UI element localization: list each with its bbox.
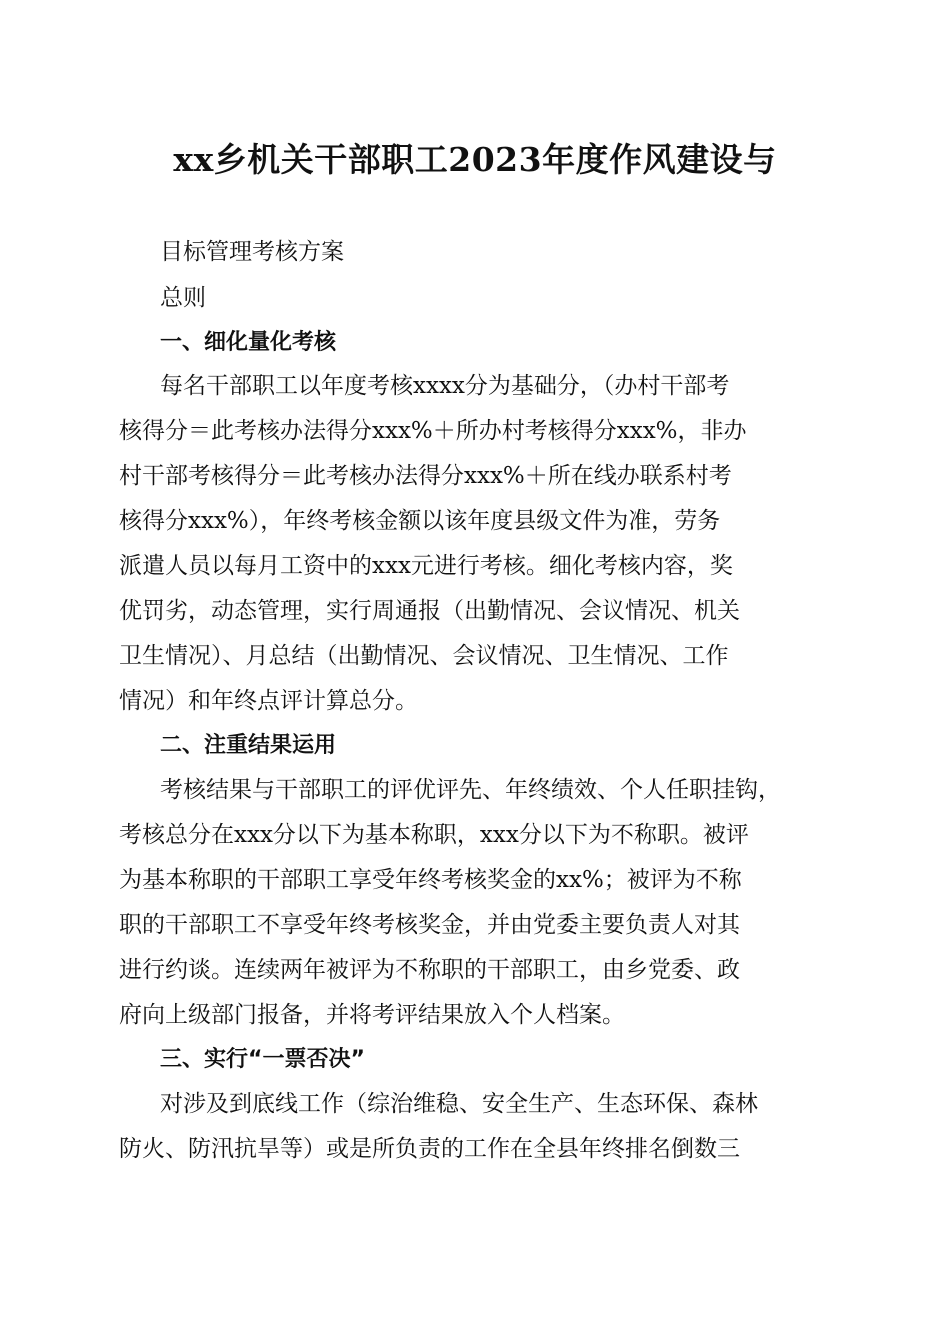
paragraph-line: 进行约谈。连续两年被评为不称职的干部职工，由乡党委、政 (119, 957, 740, 983)
paragraph-line: 情况）和年终点评计算总分。 (119, 688, 418, 714)
paragraph-line: 防火、防汛抗旱等）或是所负责的工作在全县年终排名倒数三 (119, 1136, 740, 1162)
section-1-heading: 一、细化量化考核 (160, 330, 337, 355)
document-title: xx乡机关干部职工2023年度作风建设与 (173, 140, 777, 179)
document-subtitle: 目标管理考核方案 (160, 239, 344, 265)
general-heading: 总则 (160, 285, 206, 311)
paragraph-line: 优罚劣，动态管理，实行周通报（出勤情况、会议情况、机关 (119, 598, 740, 624)
paragraph-line: 对涉及到底线工作（综治维稳、安全生产、生态环保、森林 (160, 1091, 758, 1117)
paragraph-line: 考核结果与干部职工的评优评先、年终绩效、个人任职挂钩， (160, 777, 781, 803)
section-2-heading: 二、注重结果运用 (160, 733, 337, 758)
section-3-heading: 三、实行“一票否决” (160, 1047, 365, 1072)
paragraph-line: 派遣人员以每月工资中的xxx元进行考核。细化考核内容，奖 (119, 553, 733, 579)
paragraph-line: 核得分xxx%），年终考核金额以该年度县级文件为准，劳务 (119, 508, 721, 534)
paragraph-line: 卫生情况）、月总结（出勤情况、会议情况、卫生情况、工作 (119, 643, 729, 669)
paragraph-line: 村干部考核得分＝此考核办法得分xxx%＋所在线办联系村考 (119, 463, 732, 489)
paragraph-line: 核得分＝此考核办法得分xxx%＋所办村考核得分xxx%，非办 (119, 418, 747, 444)
paragraph-line: 府向上级部门报备，并将考评结果放入个人档案。 (119, 1002, 625, 1028)
paragraph-line: 考核总分在xxx分以下为基本称职，xxx分以下为不称职。被评 (119, 822, 749, 848)
paragraph-line: 每名干部职工以年度考核xxxx分为基础分，（办村干部考 (160, 373, 730, 399)
paragraph-line: 为基本称职的干部职工享受年终考核奖金的xx%；被评为不称 (119, 867, 742, 893)
paragraph-line: 职的干部职工不享受年终考核奖金，并由党委主要负责人对其 (119, 912, 740, 938)
